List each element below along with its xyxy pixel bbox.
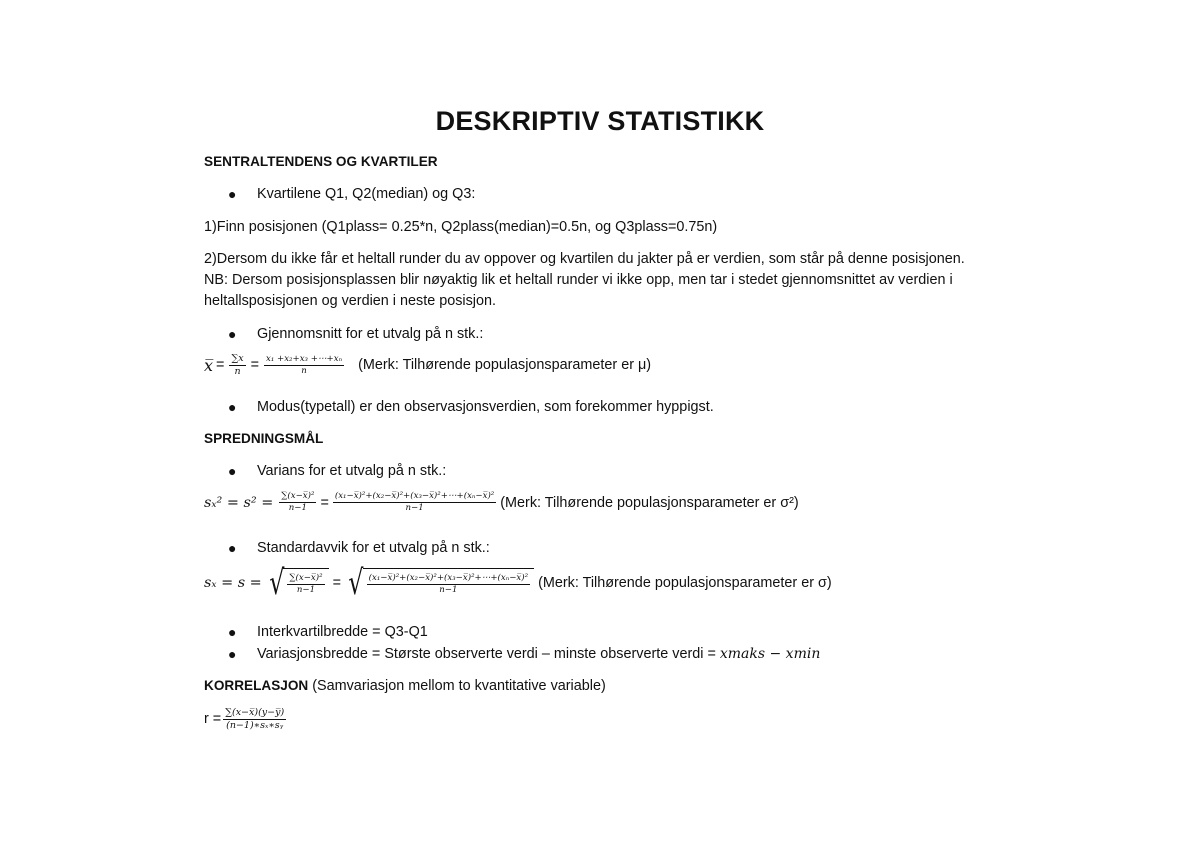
correlation-formula	[204, 708, 288, 731]
bullet-interquartile-range: Interkvartilbredde = Q3-Q1	[257, 624, 428, 640]
sd-fraction-1	[287, 574, 324, 595]
fraction-numerator: ∑x	[231, 353, 244, 364]
bullet-dot: ●	[228, 624, 237, 640]
mean-fraction-2	[264, 355, 344, 376]
correlation-fraction	[223, 708, 286, 731]
bullet-dot: ●	[228, 463, 237, 479]
mean-fraction-1	[229, 354, 245, 377]
equals-sign: =	[332, 575, 341, 592]
mean-formula	[204, 354, 651, 377]
sqrt-icon: √ $\frac{\text{∑(x−x̅)²}}{n-1}$	[266, 568, 329, 599]
sd-lhs: sₓ = s =	[204, 575, 262, 592]
variance-fraction-1	[279, 492, 316, 513]
mean-symbol: x̅	[204, 355, 214, 375]
fraction-numerator: x₁ +x₂+x₃ +⋯+xₙ	[264, 355, 344, 366]
variance-note: (Merk: Tilhørende populasjonsparameter er σ²)	[500, 494, 799, 511]
fraction-denominator: n−1	[296, 585, 316, 596]
fraction-numerator: ∑(x−x̅)²	[279, 492, 316, 503]
section-heading-central-tendency: SENTRALTENDENS OG KVARTILER	[204, 154, 438, 169]
bullet-quartiles: Kvartilene Q1, Q2(median) og Q3:	[257, 186, 476, 202]
variance-fraction-2	[333, 492, 496, 513]
equals-sign: =	[250, 357, 259, 374]
document-title: DESKRIPTIV STATISTIKK	[435, 106, 765, 136]
section-heading-dispersion: SPREDNINGSMÅL	[204, 431, 324, 446]
bullet-dot: ●	[228, 186, 237, 202]
section-heading-correlation	[204, 678, 606, 694]
variance-formula	[204, 492, 799, 513]
sd-note: (Merk: Tilhørende populasjonsparameter er σ)	[538, 575, 832, 592]
sd-formula	[204, 563, 832, 603]
bullet-range	[257, 646, 820, 662]
equals-sign: =	[320, 494, 329, 511]
fraction-denominator: n	[234, 365, 241, 377]
fraction-denominator: n−1	[439, 585, 458, 596]
bullet-mode: Modus(typetall) er den observasjonsverdien, som forekommer hyppigst.	[257, 399, 714, 415]
fraction-denominator: n−1	[288, 503, 307, 514]
fraction-numerator: (x₁−x̅)²+(x₂−x̅)²+(x₃−x̅)²+⋯+(xₙ−x̅)²	[333, 492, 496, 503]
range-formula: xmaks − xmin	[719, 646, 821, 662]
mean-note: (Merk: Tilhørende populasjonsparameter er μ)	[358, 357, 652, 374]
equals-sign: =	[216, 357, 225, 374]
variance-lhs: sₓ² = s² =	[204, 494, 274, 511]
step-1-text: 1)Finn posisjonen (Q1plass= 0.25*n, Q2plass(median)=0.5n, og Q3plass=0.75n)	[204, 219, 718, 235]
correlation-heading-rest: (Samvariasjon mellom to kvantitative variable)	[308, 678, 606, 694]
fraction-denominator: n−1	[405, 503, 424, 514]
bullet-dot: ●	[228, 540, 237, 556]
range-text: Variasjonsbredde = Største observerte verdi – minste observerte verdi =	[257, 646, 716, 662]
fraction-denominator: n	[301, 365, 307, 376]
bullet-mean: Gjennomsnitt for et utvalg på n stk.:	[257, 326, 484, 342]
step-2-line-2: NB: Dersom posisjonsplassen blir nøyaktig lik et heltall runder vi ikke opp, men tar i stedet gjennomsnittet av verdien i	[204, 272, 953, 288]
bullet-dot: ●	[228, 646, 237, 662]
fraction-numerator: (x₁−x̅)²+(x₂−x̅)²+(x₃−x̅)²+⋯+(xₙ−x̅)²	[367, 574, 530, 585]
bullet-dot: ●	[228, 326, 237, 342]
sd-fraction-2	[367, 574, 530, 595]
bullet-dot: ●	[228, 399, 237, 415]
step-2-line-1: 2)Dersom du ikke får et heltall runder du av oppover og kvartilen du jakter på er verdien, som står på denne posisjonen.	[204, 251, 965, 267]
step-2-line-3: heltallsposisjonen og verdien i neste posisjon.	[204, 293, 496, 309]
bullet-variance: Varians for et utvalg på n stk.:	[257, 463, 447, 479]
bullet-standard-deviation: Standardavvik for et utvalg på n stk.:	[257, 540, 490, 556]
fraction-numerator: ∑(x−x̅)(y−y̅)	[225, 707, 285, 718]
fraction-numerator: ∑(x−x̅)²	[287, 574, 324, 585]
r-lhs: r =	[204, 711, 222, 728]
correlation-heading-bold: KORRELASJON	[204, 678, 309, 693]
sqrt-icon: √ $\frac{\text{(x₁−x̅)²+(x₂−x̅)²+(x₃−x̅)²+⋯+(xₙ−x̅)²}}{n-1}$	[345, 568, 534, 599]
fraction-denominator: (n−1)∗sₓ∗sᵧ	[226, 719, 284, 731]
